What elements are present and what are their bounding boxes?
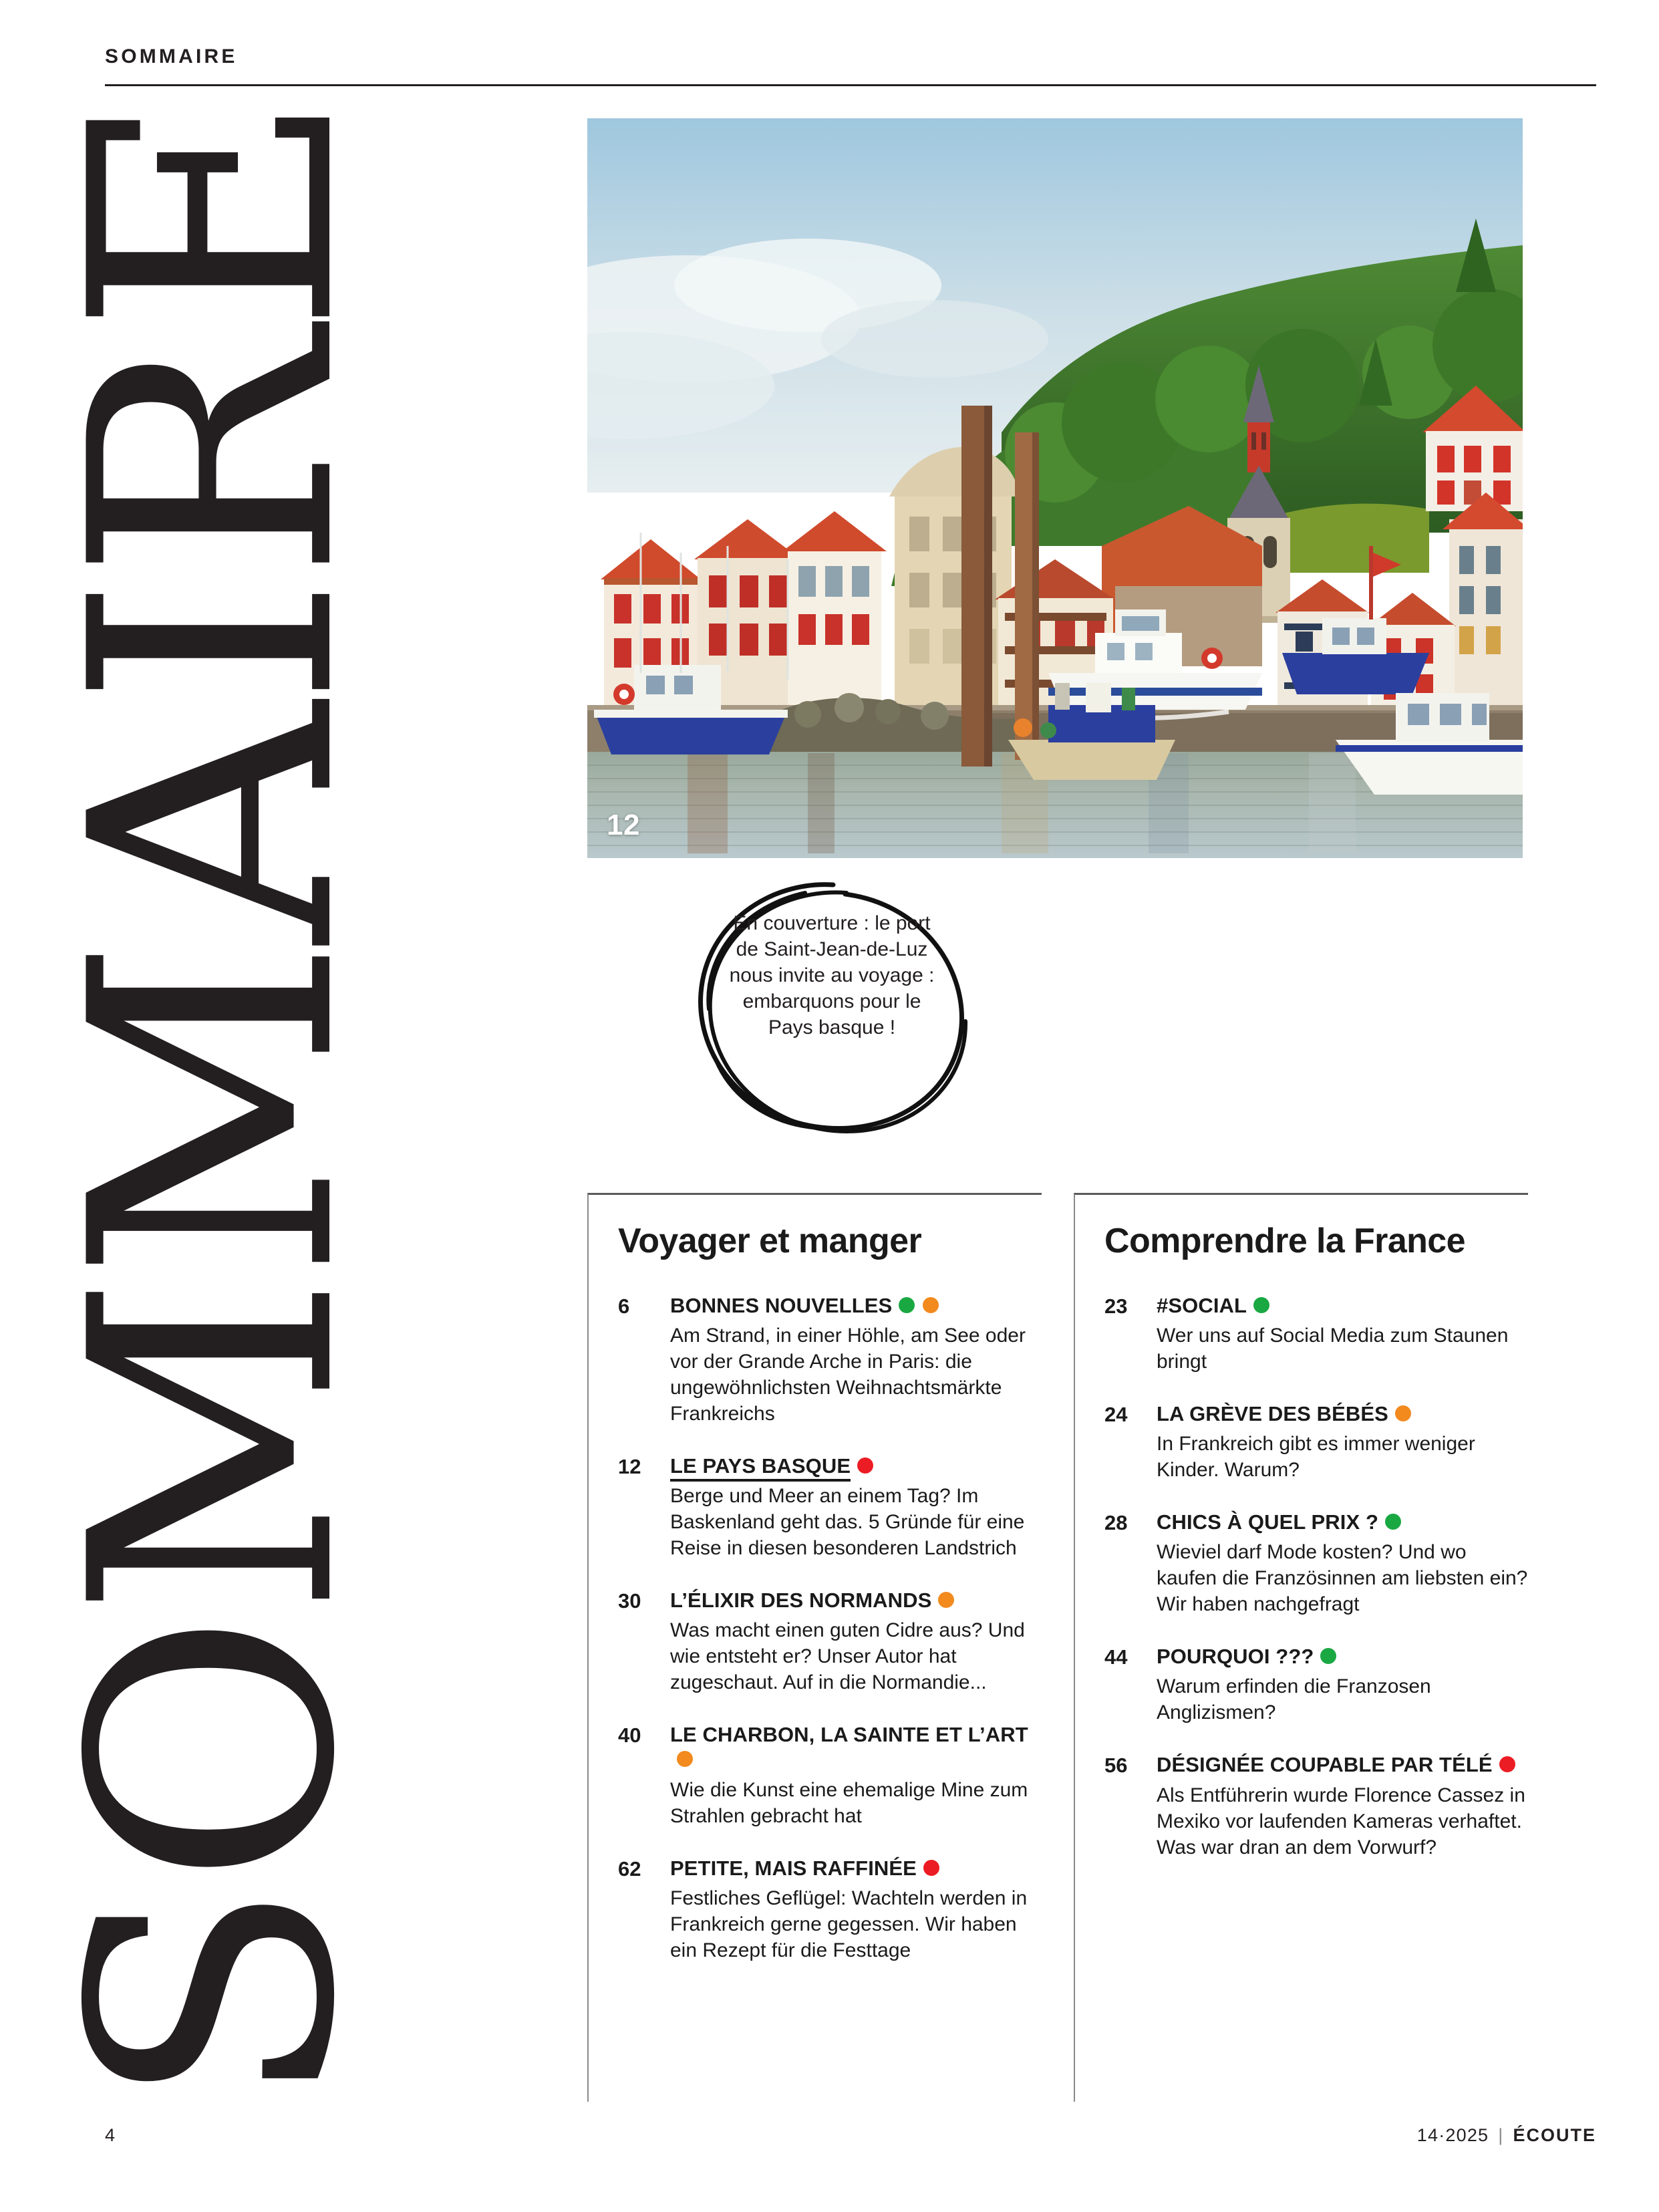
folio-page-number: 4	[105, 2125, 116, 2145]
category-dot-orange	[923, 1297, 939, 1313]
toc-entry[interactable]	[618, 1856, 1042, 1963]
cover-photo-page-number: 12	[607, 809, 640, 841]
toc-entry-description: Am Strand, in einer Höhle, am See oder vor der Grande Arche in Paris: die ungewöhnlichsten Weihnachtsmärkte Frankreichs	[670, 1324, 1026, 1425]
toc-entry-title-row	[1157, 1510, 1528, 1534]
toc-entry-page: 24	[1104, 1402, 1128, 1426]
category-dot-red	[1499, 1756, 1515, 1772]
toc-column-voyager-et-manger	[587, 1193, 1042, 2102]
category-dot-orange	[677, 1751, 693, 1767]
toc-entry-page: 56	[1104, 1754, 1128, 1778]
category-dot-red	[923, 1860, 939, 1876]
toc-entry-title-row	[1157, 1401, 1528, 1426]
toc-entry-title: L’ÉLIXIR DES NORMANDS	[670, 1588, 932, 1612]
category-dot-orange	[1395, 1405, 1411, 1421]
toc-entry-page: 40	[618, 1723, 641, 1748]
toc-entry-title-row	[1157, 1752, 1528, 1777]
toc-entry-title-row	[1157, 1293, 1528, 1318]
category-dot-orange	[938, 1592, 954, 1608]
page-kicker: SOMMAIRE	[105, 45, 238, 67]
toc-entry-page: 30	[618, 1588, 641, 1613]
toc-entry[interactable]	[1104, 1752, 1528, 1860]
toc-entry-description: Wie die Kunst eine ehemalige Mine zum Strahlen gebracht hat	[670, 1778, 1028, 1827]
category-dot-green	[899, 1297, 915, 1313]
toc-entry[interactable]	[1104, 1293, 1528, 1375]
toc-list	[1104, 1293, 1528, 1860]
toc-entry-description: Warum erfinden die Franzosen Anglizismen?	[1157, 1675, 1431, 1724]
category-dot-green	[1385, 1514, 1401, 1530]
toc-entry-description: Festliches Geflügel: Wachteln werden in Frankreich gerne gegessen. Wir haben ein Rezept für die Festtage	[670, 1887, 1028, 1961]
vertical-sommaire-wordmark	[0, 96, 428, 2110]
folio-separator: |	[1498, 2125, 1504, 2145]
cover-photo-illustration	[587, 118, 1523, 858]
toc-entry-title-row	[670, 1588, 1042, 1613]
category-dot-red	[857, 1458, 873, 1474]
toc-entry-title: LE PAYS BASQUE	[670, 1454, 851, 1482]
cover-photo	[587, 118, 1523, 858]
category-dot-green	[1253, 1297, 1269, 1313]
toc-entry-page: 12	[618, 1454, 641, 1478]
toc-entry[interactable]	[618, 1588, 1042, 1695]
toc-entry-title: POURQUOI ???	[1157, 1645, 1314, 1669]
toc-entry-description: Was macht einen guten Cidre aus? Und wie entsteht er? Unser Autor hat zugeschaut. Auf in die Normandie...	[670, 1619, 1025, 1694]
toc-entry-page: 28	[1104, 1510, 1128, 1534]
toc-entry-title-row	[670, 1454, 1042, 1478]
cover-caption-bubble	[692, 875, 972, 1136]
toc-entry[interactable]	[618, 1454, 1042, 1561]
toc-entry-title: LA GRÈVE DES BÉBÉS	[1157, 1401, 1388, 1425]
toc-entry-title: #SOCIAL	[1157, 1293, 1247, 1317]
toc-entry[interactable]	[1104, 1401, 1528, 1483]
toc-entry-title: BONNES NOUVELLES	[670, 1293, 893, 1317]
toc-entry-title: DÉSIGNÉE COUPABLE PAR TÉLÉ	[1157, 1753, 1493, 1777]
toc-entry[interactable]	[1104, 1510, 1528, 1617]
toc-entry-description: Wieviel darf Mode kosten? Und wo kaufen die Französinnen am liebsten ein? Wir haben nachgefragt	[1157, 1541, 1528, 1616]
toc-column-title: Voyager et manger	[618, 1222, 922, 1260]
toc-entry-description: In Frankreich gibt es immer weniger Kinder. Warum?	[1157, 1432, 1475, 1481]
toc-entry-title-row	[1157, 1644, 1528, 1669]
toc-entry-page: 62	[618, 1856, 641, 1881]
vertical-sommaire-text: SOMMAIRE	[19, 96, 408, 2110]
toc-entry-title: CHICS À QUEL PRIX ?	[1157, 1510, 1379, 1534]
toc-entry-title-row	[670, 1722, 1042, 1772]
toc-entry-title: LE CHARBON, LA SAINTE ET L’ART	[670, 1723, 1028, 1747]
toc-entry-page: 44	[1104, 1645, 1128, 1669]
toc-entry-description: Berge und Meer an einem Tag? Im Baskenland geht das. 5 Gründe für eine Reise in diesen besonderen Landstrich	[670, 1484, 1025, 1559]
toc-entry-description: Wer uns auf Social Media zum Staunen bringt	[1157, 1324, 1509, 1373]
toc-column-comprendre-la-france	[1074, 1193, 1528, 2102]
toc-entry-title-row	[670, 1293, 1042, 1318]
folio-issue: 14·2025	[1416, 2125, 1489, 2145]
toc-entry-page: 6	[618, 1294, 630, 1318]
category-dot-green	[1320, 1648, 1336, 1664]
toc-entry[interactable]	[1104, 1644, 1528, 1725]
toc-entry-title: PETITE, MAIS RAFFINÉE	[670, 1856, 917, 1880]
cover-caption-text: En couverture : le port de Saint-Jean-de-Luz nous invite au voyage : embarquons pour le Pays basque !	[729, 912, 935, 1039]
toc-entry[interactable]	[618, 1722, 1042, 1828]
toc-entry-title-row	[670, 1856, 1042, 1881]
toc-column-title: Comprendre la France	[1104, 1222, 1465, 1260]
toc-list	[618, 1293, 1042, 1963]
folio-issue-line	[1417, 2125, 1596, 2146]
toc-entry[interactable]	[618, 1293, 1042, 1427]
toc-entry-description: Als Entführerin wurde Florence Cassez in Mexiko vor laufenden Kameras verhaftet. Was war dran an dem Vorwurf?	[1157, 1784, 1525, 1858]
toc-entry-page: 23	[1104, 1294, 1128, 1318]
header-divider	[105, 84, 1596, 86]
folio-brand: ÉCOUTE	[1513, 2125, 1596, 2145]
